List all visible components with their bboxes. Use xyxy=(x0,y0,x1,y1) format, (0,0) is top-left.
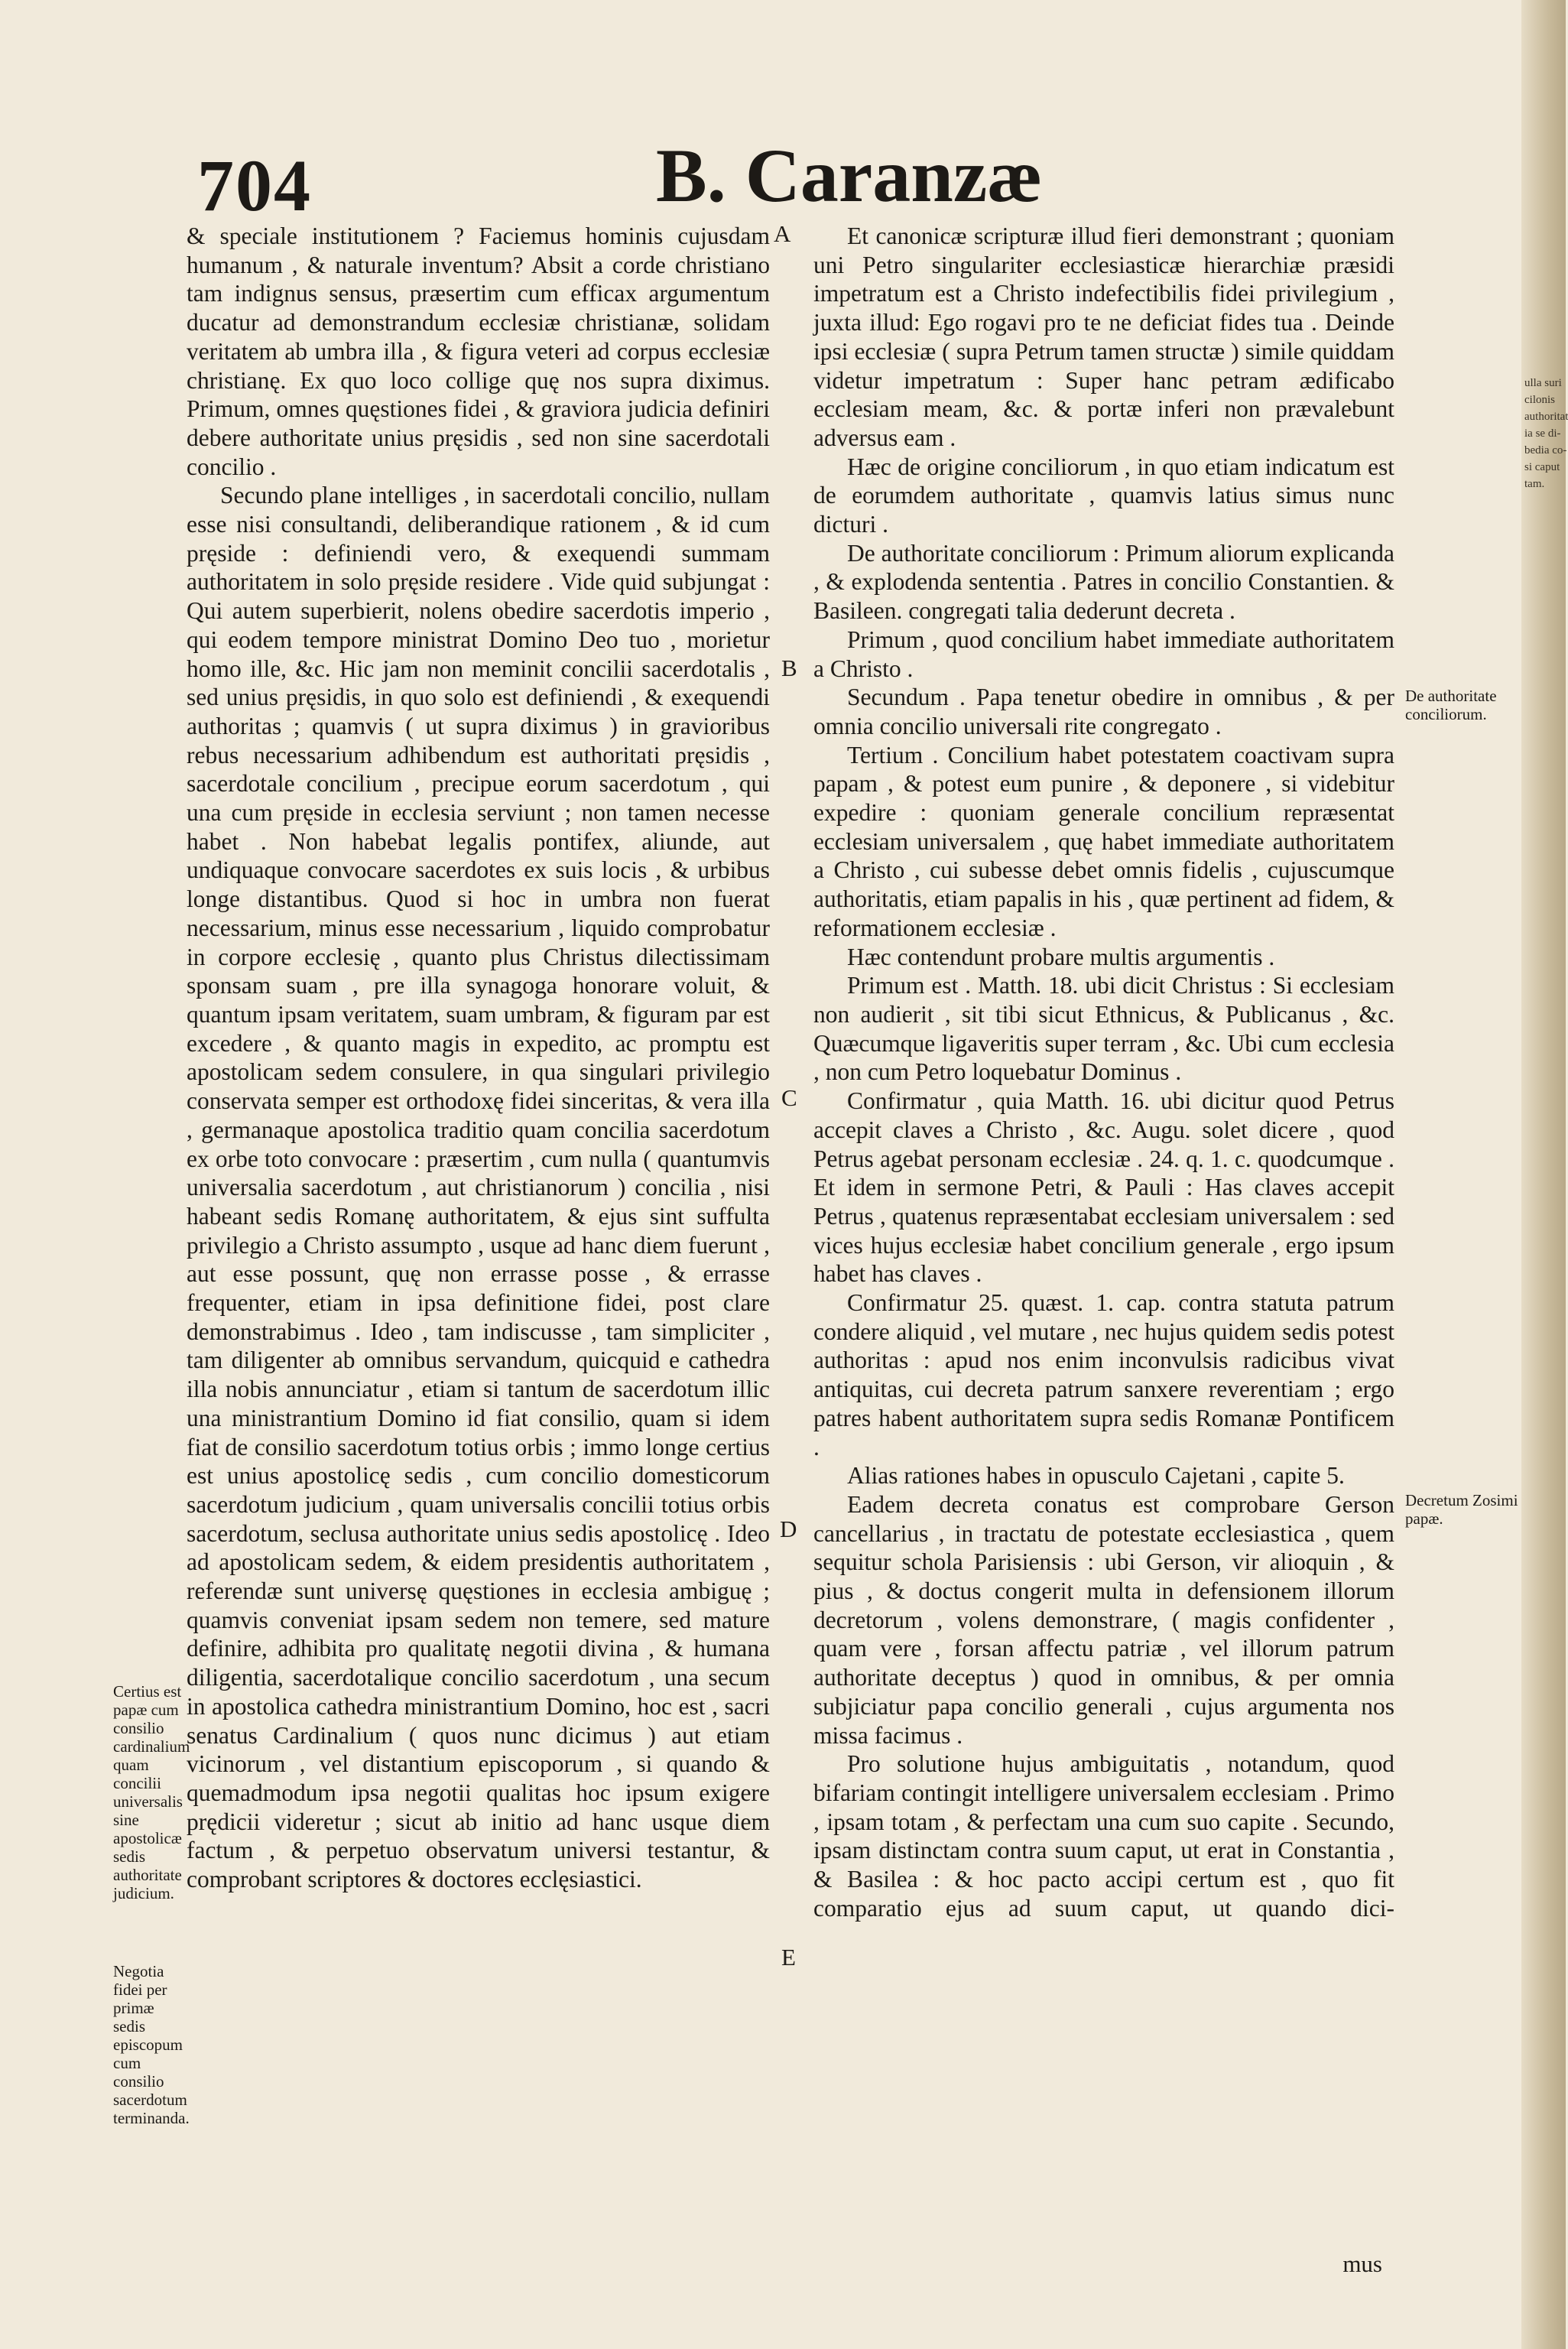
marginal-note-matters-of-faith: Negotia fidei per primæ sedis episcopum cum consilio sacerdotum terminanda. xyxy=(113,1962,190,2127)
facing-page-marginal-fragment: ulla suri cilonis authoritat ia se di- bedia co- si caput tam. xyxy=(1524,377,1568,490)
right-paragraph-12: Eadem decreta conatus est comprobare Gerson cancellarius , in tractatu de potestate ecclesiastica , quem sequitur schola Parisiensis : ubi Gerson, vir alioquin , & pius , & doctus congerit multa in defensionem illorum decretorum , volens demonstrare, ( magis confidenter , quam vere , forsan affectu patriæ , vel illorum patrum authoritate deceptus ) quod in omnibus, & per omnia subjiciatur papa concilio generali , cujus argumenta nos missa facimus . xyxy=(813,1490,1394,1749)
section-marker-b: B xyxy=(781,655,797,681)
running-head: B. Caranzæ xyxy=(656,133,1043,218)
right-paragraph-1: Et canonicæ scripturæ illud fieri demonstrant ; quoniam uni Petro singulariter ecclesiasticæ hierarchiæ præsidi impetratum est a Christo indefectibilis fidei privilegium , juxta illud: Ego rogavi pro te ne deficiat fides tua . Deinde ipsi ecclesiæ ( supra Petrum tamen structæ ) simile quiddam videtur impetratum : Super hanc petram ædificabo ecclesiam meam, &c. & portæ inferi non prævalebunt adversus eam . xyxy=(813,223,1394,451)
right-paragraph-6: Tertium . Concilium habet potestatem coactivam supra papam , & potest eum punire , & deponere , si videbitur expedire : quoniam generale concilium repræsentat ecclesiam universalem , quę habet immediate authoritatem a Christo , cui subesse debet omnis fidelis , cujuscumque authoritatis, etiam papalis in his , quæ pertinent ad fidem, & reformationem ecclesiæ . xyxy=(813,741,1394,941)
right-paragraph-11: Alias rationes habes in opusculo Cajetani , capite 5. xyxy=(847,1462,1345,1490)
right-paragraph-4: Primum , quod concilium habet immediate authoritatem a Christo . xyxy=(813,625,1394,682)
section-marker-c: C xyxy=(781,1084,797,1111)
right-paragraph-3: De authoritate conciliorum : Primum aliorum explicanda , & explodenda sententia . Patres in concilio Constantien. & Basileen. congregati talia dederunt decreta . xyxy=(813,539,1394,625)
section-marker-e: E xyxy=(781,1944,796,1970)
left-paragraph-1: & speciale institutionem ? Faciemus hominis cujusdam humanum , & naturale inventum? Absit a corde christiano tam indignus sensus, præsertim cum efficax argumentum ducatur ad demonstrandum ecclesiæ christianæ, solidam veritatem ab umbra illa , & figura veteri ad corpus ecclesiæ christianę. Ex quo loco collige quę nos supra diximus. Primum, omnes quęstiones fidei , & graviora judicia definiri debere authoritate unius pręsidis , sed non sine sacerdotali concilio . xyxy=(187,223,770,480)
right-paragraph-10: Confirmatur 25. quæst. 1. cap. contra statuta patrum condere aliquid , vel mutare , nec hujus quidem sedis potest authoritas : apud nos enim inconvulsis radicibus vivat antiquitas, cui decreta patrum sanxere reverentiam ; ergo patres habent authoritatem supra sedis Romanæ Pontificem . xyxy=(813,1289,1394,1460)
marginal-note-decree-zosimus: Decretum Zosimi papæ. xyxy=(1405,1491,1518,1528)
right-paragraph-13: Pro solutione hujus ambiguitatis , notandum, quod bifariam contingit intelligere universalem ecclesiam . Primo , ipsam totam , & perfectam una cum suo capite . Secundo, ipsam distinctam contra suum caput, ut erat in Constantia , & Basilea : & hoc pacto accipi certum est , quo fit comparatio ejus ad suum caput, ut quando dici- xyxy=(813,1750,1394,1922)
right-paragraph-5: Secundum . Papa tenetur obedire in omnibus , & per omnia concilio universali rite congregato . xyxy=(813,684,1394,739)
section-marker-a: A xyxy=(774,220,791,247)
right-paragraph-8: Primum est . Matth. 18. ubi dicit Christus : Si ecclesiam non audierit , sit tibi sicut Ethnicus, & Publicanus , &c. Quæcumque ligaveritis super terram , &c. Ubi cum ecclesia , non cum Petro loquebatur Dominus . xyxy=(813,972,1394,1086)
right-paragraph-9: Confirmatur , quia Matth. 16. ubi dicitur quod Petrus accepit claves a Christo , &c. Augu. solet dicere , quod Petrus agebat personam ecclesiæ . 24. q. 1. c. quodcumque . Et idem in sermone Petri, & Pauli : Has claves accepit Petrus , quatenus repræsentabat ecclesiam universalem : sed vices hujus ecclesiæ habet concilium generale , ergo ipsum habet has claves . xyxy=(813,1087,1394,1288)
right-paragraph-2: Hæc de origine conciliorum , in quo etiam indicatum est de eorumdem authoritate , quamvis latius simus nunc dicturi . xyxy=(813,453,1394,538)
catchword: mus xyxy=(1342,2250,1382,2277)
marginal-note-authority-of-councils: De authoritate conciliorum. xyxy=(1405,687,1497,723)
page-number: 704 xyxy=(197,145,312,226)
left-paragraph-2: Secundo plane intelliges , in sacerdotali concilio, nullam esse nisi consultandi, deliberandique rationem , & id cum pręside : definiendi vero, & exequendi summam authoritatem in solo pręside residere . Vide quid subjungat : Qui autem superbierit, nolens obedire sacerdotis imperio , qui eodem tempore ministrat Domino Deo tuo , morietur homo ille, &c. Hic jam non meminit concilii sacerdotalis , sed unius pręsidis, in quo solo est definiendi , & exequendi authoritas ; quamvis ( ut supra diximus ) in gravioribus rebus necessarium adhibendum est authoritati pręsidis , sacerdotale concilium , precipue eorum sacerdotum , qui una cum pręside in ecclesia serviunt ; non tamen necesse habet . Non habebat legalis pontifex, aliunde, aut undiquaque convocare sacerdotes ex suis locis , & urbibus longe distantibus. Quod si hoc in umbra non fuerat necessarium, minus esse necessarium , liquido comprobatur in corpore ecclesię , quanto plus Christus dilectissimam sponsam suam , pre illa synagoga honorare voluit, & quantum ipsam veritatem, suam umbram, & figuram par est excedere , & quanto magis in expedito, ac promptu est apostolicam sedem consulere, in qua singulari privilegio conservata semper est orthodoxę fidei sinceritas, & vera illa , germanaque apostolica traditio quam concilia sacerdotum ex orbe toto convocare : præsertim , cum nulla ( quantumvis universalia sacerdotum , aut christianorum ) concilia , nisi habeant sedis Romanę authoritatem, & ejus sint suffulta privilegio a Christo assumpto , usque ad hanc diem fuerunt , aut esse possunt, quę non errasse posse , & errasse frequenter, etiam in ipsa definitione fidei, post clare demonstrabimus . Ideo , tam indiscusse , tam simpliciter , tam diligenter ab omnibus servandum, quicquid e cathedra illa nobis annunciatur , etiam si tantum de sacerdotum illic una ministrantium Domino id fiat consilio, quam si idem fiat de consilio sacerdotum totius orbis ; immo longe certius est unius apostolicę sedis , cum concilio domesticorum sacerdotum judicium , quam universalis concilii totius orbis sacerdotum, seclusa authoritate unius sedis apostolicę . Ideo ad apostolicam sedem, & eidem presidentis authoritatem , referendæ sunt universę quęstiones in ecclesia ambiguę ; quamvis conveniat ipsam sedem non temere, sed mature definire, adhibita pro qualitatę negotii divina , & humana diligentia, sacerdotalique concilio sacerdotum , una secum in apostolica cathedra ministrantium Domino, hoc est , sacri senatus Cardinalium ( quos nunc dicimus ) aut etiam vicinorum , vel distantium episcoporum , si quando & quemadmodum ipsa negotii qualitas hoc ipsum exigere prędicii videretur ; sicut ab initio ad hanc usque diem factum , & perpetuo observatum universi testantur, & comprobant scriptores & doctores ecclęsiastici. xyxy=(187,482,770,1893)
left-column xyxy=(187,222,770,1894)
facing-page-edge xyxy=(1521,0,1566,2349)
right-column xyxy=(813,222,1394,1922)
right-paragraph-7: Hæc contendunt probare multis argumentis . xyxy=(847,943,1275,970)
section-marker-d: D xyxy=(780,1516,797,1542)
marginal-note-pope-with-cardinals: Certius est papæ cum consilio cardinalium quam concilii universalis sine apostolicæ sedis authoritate judicium. xyxy=(113,1682,190,1902)
